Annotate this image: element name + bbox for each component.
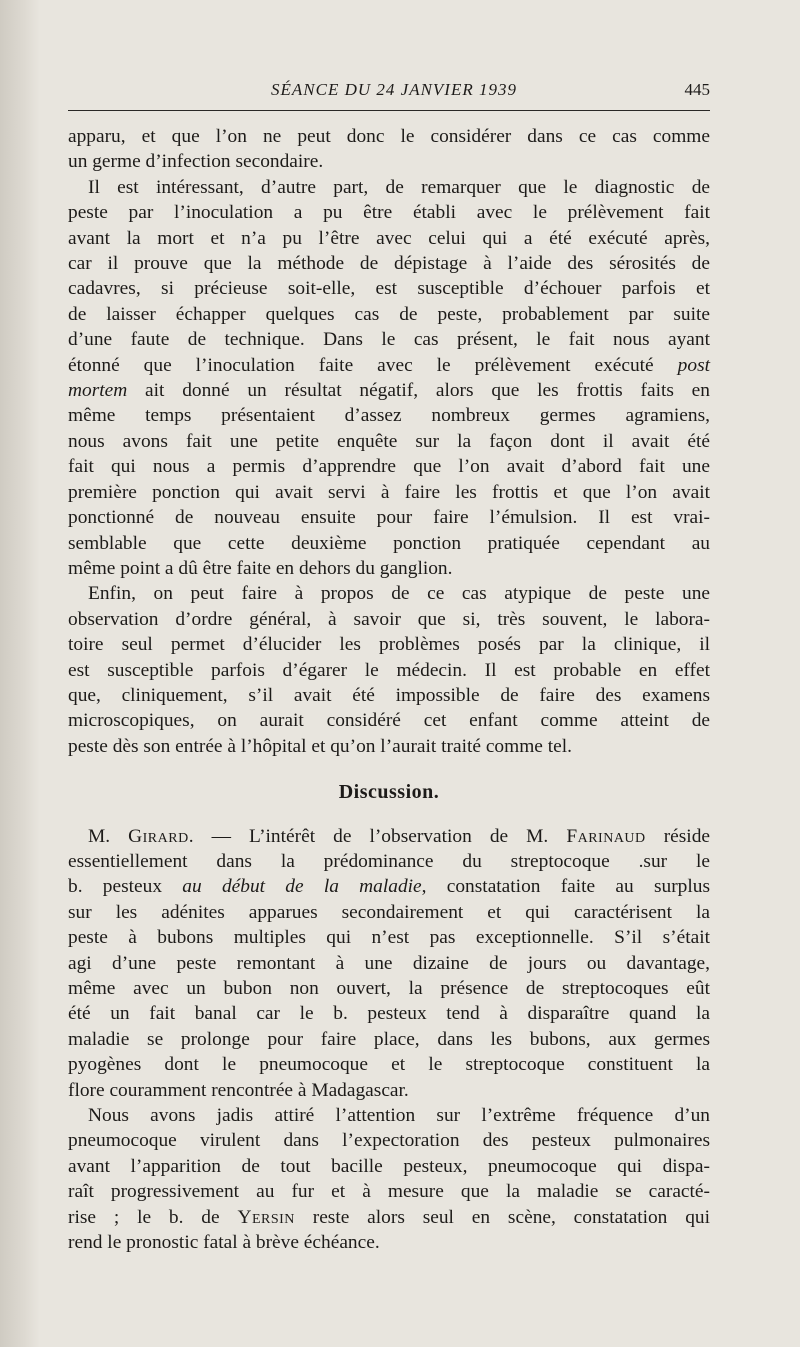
text-line: car il prouve que la méthode de dépistage à l’aide des sérosités de bbox=[68, 253, 710, 275]
text-run: , constatation faite au surplus bbox=[421, 876, 710, 898]
text-line: essentiellement dans la prédominance du streptocoque .sur le bbox=[68, 850, 710, 872]
text-line: que, cliniquement, s’il avait été impossible de faire des examens bbox=[68, 684, 710, 706]
text-line bbox=[68, 353, 710, 378]
text-line: cadavres, si précieuse soit-elle, est susceptible d’échouer parfois et bbox=[68, 278, 710, 300]
text-run: rise ; le b. de bbox=[68, 1206, 238, 1228]
text-line: toire seul permet d’élucider les problèmes posés par la clinique, il bbox=[68, 634, 710, 656]
text-line: Enfin, on peut faire à propos de ce cas atypique de peste une bbox=[88, 583, 710, 605]
text-line bbox=[68, 378, 710, 403]
author-name: Yersin bbox=[237, 1206, 295, 1228]
binding-gutter bbox=[0, 0, 40, 1347]
text-line bbox=[68, 824, 710, 849]
author-name: Farinaud bbox=[566, 825, 646, 847]
body-text bbox=[68, 124, 710, 1255]
section-heading: Discussion. bbox=[338, 781, 440, 804]
text-run: étonné que l’inoculation faite avec le prélèvement exécuté bbox=[68, 354, 654, 376]
text-run: b. pesteux bbox=[68, 876, 183, 898]
paragraph-3 bbox=[68, 581, 710, 759]
text-line: agi d’une peste remontant à une dizaine de jours ou davantage, bbox=[68, 952, 710, 974]
text-line: fait qui nous a permis d’apprendre que l’on avait d’abord fait une bbox=[68, 456, 710, 478]
text-line: flore couramment rencontrée à Madagascar. bbox=[68, 1079, 409, 1101]
paragraph-4 bbox=[68, 824, 710, 1103]
text-line: de laisser échapper quelques cas de peste, probablement par suite bbox=[68, 303, 710, 325]
text-line: même point a dû être faite en dehors du ganglion. bbox=[68, 557, 453, 579]
text-line: même temps présentaient d’assez nombreux germes agramiens, bbox=[68, 405, 710, 427]
text-run: réside bbox=[645, 825, 710, 847]
author-name: Girard bbox=[128, 825, 189, 847]
text-line: raît progressivement au fur et à mesure que la maladie se caracté- bbox=[68, 1181, 710, 1203]
text-line bbox=[68, 1205, 710, 1230]
text-line: avant l’apparition de tout bacille pesteux, pneumocoque qui dispa- bbox=[68, 1155, 710, 1177]
running-title: SÉANCE DU 24 JANVIER 1939 bbox=[271, 80, 517, 99]
text-line: Il est intéressant, d’autre part, de remarquer que le diagnostic de bbox=[88, 176, 710, 198]
text-line: nous avons fait une petite enquête sur la façon dont il avait été bbox=[68, 430, 710, 452]
text-line: Nous avons jadis attiré l’attention sur l’extrême fréquence d’un bbox=[88, 1105, 710, 1127]
paragraph-2 bbox=[68, 175, 710, 582]
italic-phrase: au début de la maladie bbox=[182, 876, 422, 898]
text-line: peste par l’inoculation a pu être établi avec le prélèvement fait bbox=[68, 202, 710, 224]
text-line: microscopiques, on aurait considéré cet enfant comme atteint de bbox=[68, 710, 710, 732]
text-run: . — L’intérêt de l’observation de M. bbox=[188, 825, 567, 847]
text-line: peste à bubons multiples qui n’est pas exceptionnelle. S’il s’était bbox=[68, 927, 710, 949]
text-line: semblable que cette deuxième ponction pratiquée cependant au bbox=[68, 532, 710, 554]
text-line: rend le pronostic fatal à brève échéance. bbox=[68, 1232, 380, 1254]
latin-term: mortem bbox=[68, 380, 128, 402]
page-number: 445 bbox=[684, 80, 710, 99]
text-line bbox=[68, 874, 710, 899]
text-line: pyogènes dont le pneumocoque et le streptocoque constituent la bbox=[68, 1054, 710, 1076]
text-line: été un fait banal car le b. pesteux tend à disparaître quand la bbox=[68, 1003, 710, 1025]
text-run: M. bbox=[88, 825, 129, 847]
header-rule bbox=[68, 110, 710, 111]
paragraph-5 bbox=[68, 1103, 710, 1255]
text-line: sur les adénites apparues secondairement et qui caractérisent la bbox=[68, 901, 710, 923]
text-line: apparu, et que l’on ne peut donc le considérer dans ce cas comme bbox=[68, 126, 710, 147]
text-line: pneumocoque virulent dans l’expectoration des pesteux pulmonaires bbox=[68, 1130, 710, 1152]
paragraph-1 bbox=[68, 124, 710, 175]
running-header bbox=[68, 78, 710, 106]
text-line: observation d’ordre général, à savoir que si, très souvent, le labora- bbox=[68, 608, 710, 630]
latin-term: post bbox=[677, 354, 710, 376]
text-line: est susceptible parfois d’égarer le médecin. Il est probable en effet bbox=[68, 659, 710, 681]
text-run: reste alors seul en scène, constatation qui bbox=[294, 1206, 710, 1228]
text-line: avant la mort et n’a pu l’être avec celui qui a été exécuté après, bbox=[68, 227, 710, 249]
text-line: ponctionné de nouveau ensuite pour faire l’émulsion. Il est vrai- bbox=[68, 507, 710, 529]
text-run: ait donné un résultat négatif, alors que les frottis faits en bbox=[145, 380, 710, 402]
text-line: d’une faute de technique. Dans le cas présent, le fait nous ayant bbox=[68, 329, 710, 351]
text-line: peste dès son entrée à l’hôpital et qu’on l’aurait traité comme tel. bbox=[68, 735, 572, 757]
text-line: un germe d’infection secondaire. bbox=[68, 151, 324, 173]
text-line: maladie se prolonge pour faire place, dans les bubons, aux germes bbox=[68, 1028, 710, 1050]
text-line: première ponction qui avait servi à faire les frottis et que l’on avait bbox=[68, 481, 710, 503]
text-line: même avec un bubon non ouvert, la présence de streptocoques eût bbox=[68, 978, 710, 999]
